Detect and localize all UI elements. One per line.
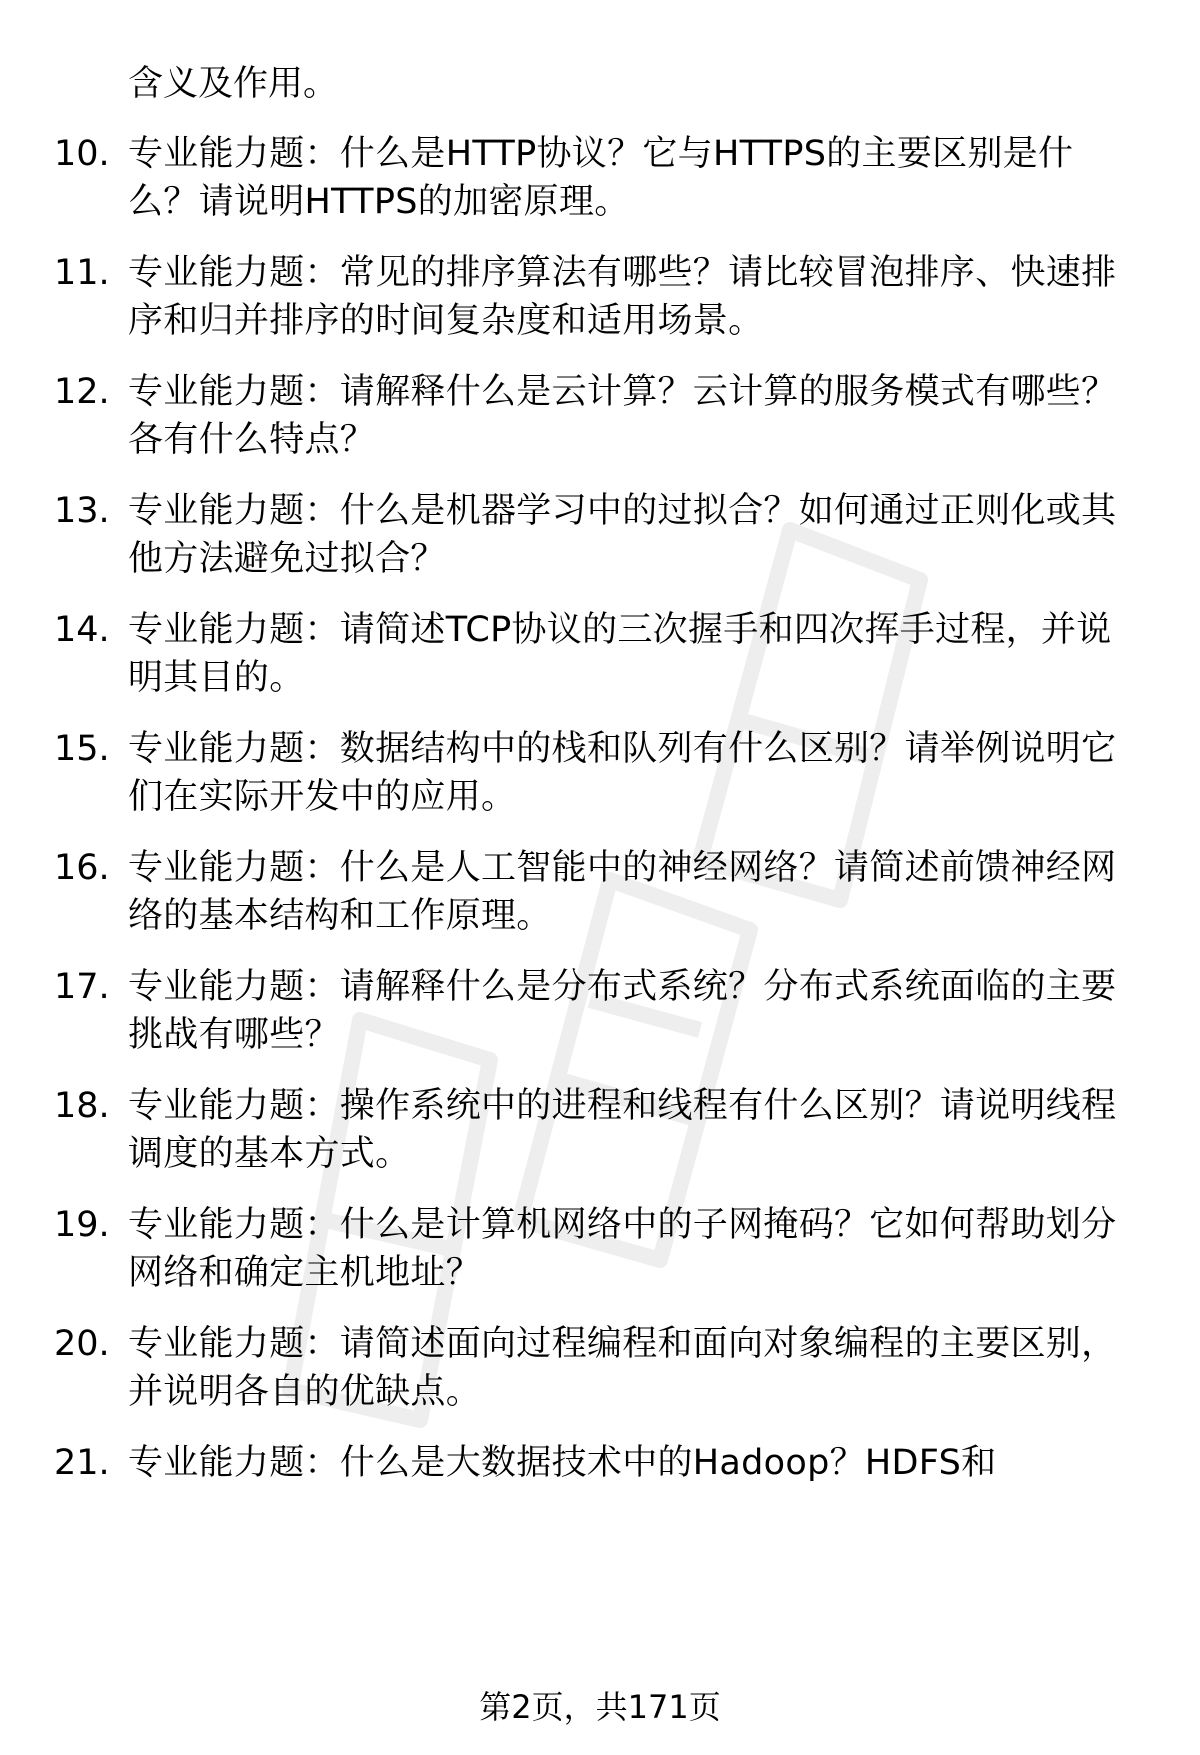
question-text: 专业能力题：什么是HTTP协议？它与HTTPS的主要区别是什么？请说明HTTPS的加密原理。 xyxy=(128,134,1074,222)
question-text: 专业能力题：请简述面向过程编程和面向对象编程的主要区别，并说明各自的优缺点。 xyxy=(128,1324,1117,1412)
question-text: 专业能力题：什么是大数据技术中的Hadoop？HDFS和 xyxy=(128,1443,997,1483)
page-footer: 第2页，共171页 xyxy=(479,1688,721,1726)
question-number: 12. xyxy=(54,372,110,412)
question-number: 11. xyxy=(54,253,110,293)
question-number: 16. xyxy=(54,848,110,888)
question-number: 18. xyxy=(54,1086,110,1126)
question-text: 专业能力题：请解释什么是云计算？云计算的服务模式有哪些？各有什么特点？ xyxy=(128,372,1117,460)
question-text: 专业能力题：数据结构中的栈和队列有什么区别？请举例说明它们在实际开发中的应用。 xyxy=(128,729,1117,817)
question-text: 专业能力题：什么是人工智能中的神经网络？请简述前馈神经网络的基本结构和工作原理。 xyxy=(128,848,1117,936)
question-text: 专业能力题：什么是计算机网络中的子网掩码？它如何帮助划分网络和确定主机地址？ xyxy=(128,1205,1117,1293)
question-number: 13. xyxy=(54,491,110,531)
continuation-text: 含义及作用。 xyxy=(128,64,339,104)
question-number: 10. xyxy=(54,134,110,174)
question-text: 专业能力题：什么是机器学习中的过拟合？如何通过正则化或其他方法避免过拟合？ xyxy=(128,491,1117,579)
question-text: 专业能力题：操作系统中的进程和线程有什么区别？请说明线程调度的基本方式。 xyxy=(128,1086,1117,1174)
question-text: 专业能力题：常见的排序算法有哪些？请比较冒泡排序、快速排序和归并排序的时间复杂度和适用场景。 xyxy=(128,253,1117,341)
question-number: 19. xyxy=(54,1205,110,1245)
question-number: 21. xyxy=(54,1443,110,1483)
question-number: 15. xyxy=(54,729,110,769)
question-text: 专业能力题：请简述TCP协议的三次握手和四次挥手过程，并说明其目的。 xyxy=(128,610,1112,698)
question-number: 17. xyxy=(54,967,110,1007)
question-number: 20. xyxy=(54,1324,110,1364)
question-number: 14. xyxy=(54,610,110,650)
question-text: 专业能力题：请解释什么是分布式系统？分布式系统面临的主要挑战有哪些？ xyxy=(128,967,1117,1055)
